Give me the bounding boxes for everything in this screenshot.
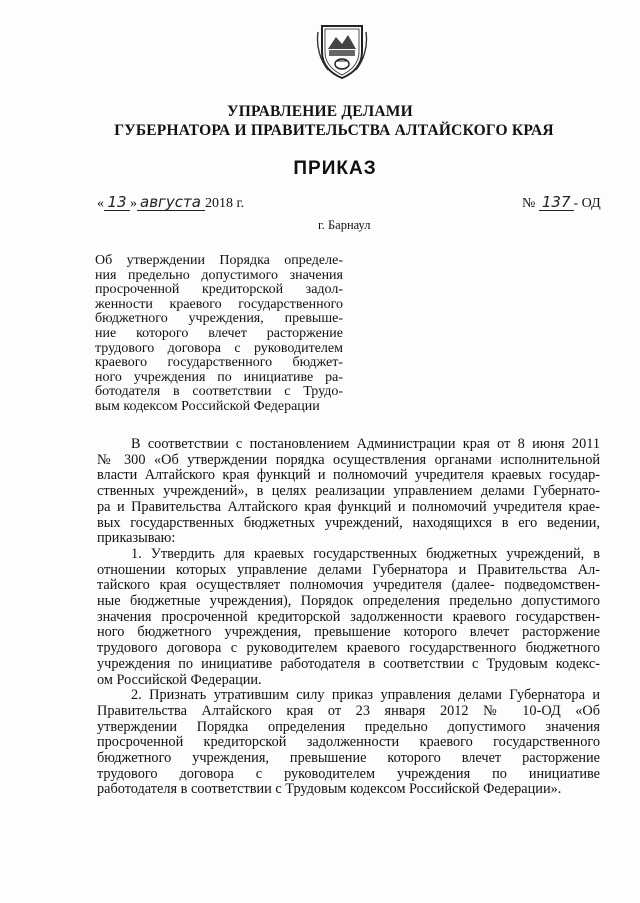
item-1-line: 1. Утвердить для краевых государственных бюджетных учреждений, в <box>131 546 600 562</box>
body-line: власти Алтайского края функций и полномочий учредителя краевых государ- <box>97 468 600 484</box>
subject-line: просроченной кредиторской задол- <box>95 283 343 298</box>
city: г. Барнаул <box>318 218 371 232</box>
date-month-handwritten: августа <box>137 195 205 211</box>
subject-line: краевого государственного бюджет- <box>95 356 343 371</box>
order-body <box>97 437 600 798</box>
subject-line: ния предельно допустимого значения <box>95 268 343 283</box>
item-1-line: ного бюджетного учреждения, превышение которого влечет расторжение <box>97 625 600 641</box>
org-name-line2: ГУБЕРНАТОРА И ПРАВИТЕЛЬСТВА АЛТАЙСКОГО КРАЯ <box>114 122 554 139</box>
body-line: В соответствии с постановлением Администрации края от 8 июня 2011 <box>131 437 600 452</box>
item-2-line: работодателя в соответствии с Трудовым кодексом Российской Федерации». <box>97 782 562 798</box>
number-handwritten: 137 <box>539 195 574 211</box>
item-1-line: трудового договора с руководителем краевого государственного бюджетного <box>97 641 600 657</box>
item-2-line: Правительства Алтайского края от 23 января 2012 № 10-ОД «Об <box>97 703 600 719</box>
item-2-line: просроченной кредиторской задолженности краевого государственного <box>97 735 600 751</box>
subject-line: женности краевого государственного <box>95 297 343 312</box>
item-1-line: учреждения по инициативе работодателя в соответствии с Трудовым кодекс- <box>97 656 600 672</box>
item-1-line: тайского края осуществляет полномочия учредителя (далее- подведомствен- <box>97 578 600 594</box>
item-1-line: ные бюджетные учреждения), Порядок определения предельно допустимого <box>97 594 600 610</box>
body-line: вых государственных бюджетных учреждений, находящихся в его ведении, <box>97 515 600 531</box>
item-1-line: ом Российской Федерации. <box>97 672 262 688</box>
item-2-line: бюджетного учреждения, превышение которого влечет расторжение <box>97 751 600 767</box>
coat-of-arms-icon <box>316 22 368 80</box>
subject-line: вым кодексом Российской Федерации <box>95 399 320 414</box>
number-suffix: - ОД <box>573 196 601 211</box>
subject-line: трудового договора с руководителем <box>95 341 343 356</box>
subject-line: ного учреждения по инициативе ра- <box>95 370 343 385</box>
subject-line: бюджетного учреждения, превыше- <box>95 312 343 327</box>
order-subject <box>95 254 343 415</box>
item-1-line: отношении которых управление делами Губернатора и Правительства Ал- <box>97 562 600 578</box>
body-line: № 300 «Об утверждении порядка осуществления органами исполнительной <box>97 452 600 468</box>
item-2-line: трудового договора с руководителем учреждения по инициативе <box>97 766 600 782</box>
document-type-title: ПРИКАЗ <box>293 158 377 179</box>
item-2-line: утверждении Порядка определения предельно допустимого значения <box>97 719 600 735</box>
order-number <box>522 195 601 212</box>
org-name-line1: УПРАВЛЕНИЕ ДЕЛАМИ <box>227 103 413 120</box>
item-1-line: значения просроченной кредиторской задолженности краевого государствен- <box>97 609 600 625</box>
body-line: ра и Правительства Алтайского края функций и полномочий учредителя крае- <box>97 499 600 515</box>
subject-line: Об утверждении Порядка определе- <box>95 254 343 268</box>
number-sign: № <box>522 196 536 211</box>
item-2-line: 2. Признать утратившим силу приказ управления делами Губернатора и <box>131 688 600 704</box>
subject-line: ние которого влечет расторжение <box>95 326 343 341</box>
body-line: приказываю: <box>97 531 176 547</box>
body-line: ственных учреждений», в целях реализации управлением делами Губернато- <box>97 484 600 500</box>
date-day-handwritten: 13 <box>104 195 130 211</box>
subject-line: ботодателя в соответствии с Трудо- <box>95 385 343 400</box>
date-open-quote: « <box>97 196 104 211</box>
date-year: 2018 г. <box>205 196 245 211</box>
date-close-quote: » <box>130 196 137 211</box>
order-date <box>97 195 244 212</box>
